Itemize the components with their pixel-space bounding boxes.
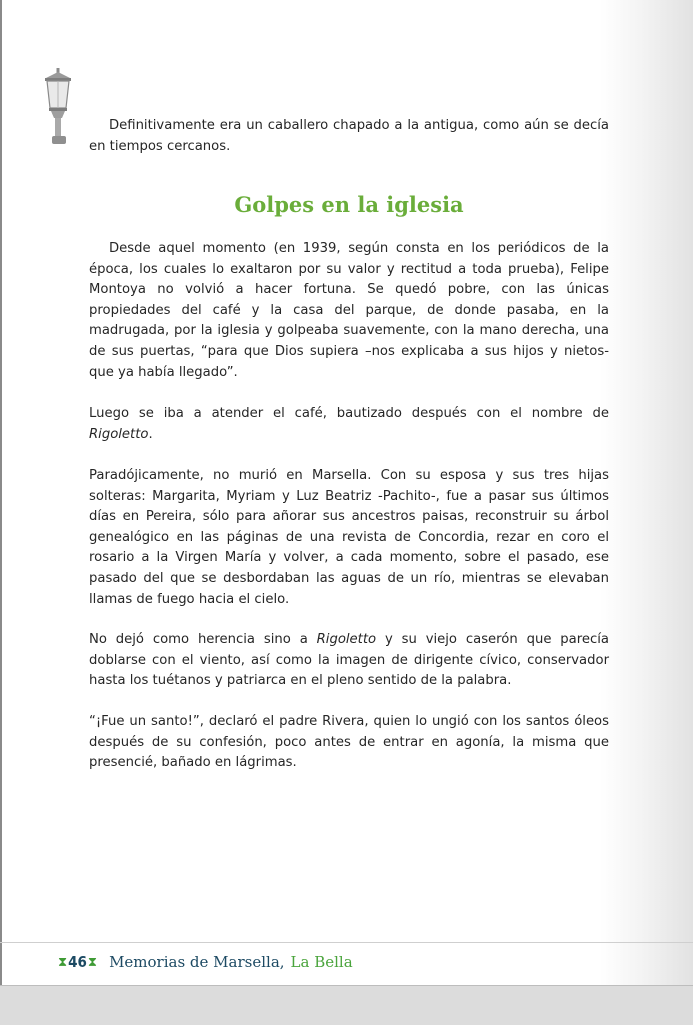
paragraph-2	[89, 404, 609, 445]
paragraph-5	[89, 712, 609, 774]
paragraph-text: Paradójicamente, no murió en Marsella. Con su esposa y sus tres hijas solteras: Margarita, Myriam y Luz Beatriz -Pachito-, fue a pasar sus últimos días en Pereira, sólo para añorar sus ancestros paisas, reconstruir su árbol genealógico en las páginas de una revista de Concordia, rezar en coro el rosario a la Virgen María y volver, a cada momento, sobre el pasado, ese pasado del que se desbordaban las aguas de un río, mientras se elevaban llamas de fuego hacia el cielo.	[89, 468, 609, 607]
page-number-block	[58, 953, 97, 971]
paragraph-text: No dejó como herencia sino a Rigoletto y su viejo caserón que parecía doblarse con el viento, así como la imagen de dirigente cívico, conservador hasta los tuétanos y patriarca en el pleno sentido de la palabra.	[89, 632, 609, 689]
book-title: Memorias de Marsella,	[109, 953, 285, 971]
footer-ornament-icon: ⧗	[87, 954, 98, 970]
paragraph-4	[89, 630, 609, 692]
paragraph-text: “¡Fue un santo!”, declaró el padre Rivera, quien lo ungió con los santos óleos después de su confesión, poco antes de entrar en agonía, la misma que presencié, bañado en lágrimas.	[89, 714, 609, 771]
intro-paragraph	[89, 116, 609, 157]
paragraph-text: Luego se iba a atender el café, bautizado después con el nombre de Rigoletto.	[89, 406, 609, 442]
footer-ornament-icon: ⧗	[58, 954, 68, 970]
page-number: 46	[68, 953, 87, 971]
paragraph-1	[89, 239, 609, 383]
lamp-icon	[40, 68, 76, 146]
page-footer	[58, 950, 353, 974]
paragraph-text: Desde aquel momento (en 1939, según consta en los periódicos de la época, los cuales lo exaltaron por su valor y rectitud a toda prueba), Felipe Montoya no volvió a hacer fortuna. Se quedó pobre, con las únicas propiedades del café y la casa del parque, de donde pasaba, en la madrugada, por la iglesia y golpeaba suavemente, con la mano derecha, una de sus puertas, “para que Dios supiera –nos explicaba a sus hijos y nietos- que ya había llegado”.	[89, 241, 609, 380]
cafe-name: Rigoletto	[89, 426, 149, 442]
book-subtitle: La Bella	[290, 953, 353, 971]
paragraph-text: Definitivamente era un caballero chapado a la antigua, como aún se decía en tiempos cercanos.	[89, 118, 609, 154]
cafe-name: Rigoletto	[316, 632, 377, 647]
paragraph-3	[89, 466, 609, 610]
viewer-bottom-area	[0, 985, 693, 1025]
footer-divider	[0, 942, 693, 943]
section-heading: Golpes en la iglesia	[234, 192, 464, 217]
page-edge	[0, 0, 2, 985]
